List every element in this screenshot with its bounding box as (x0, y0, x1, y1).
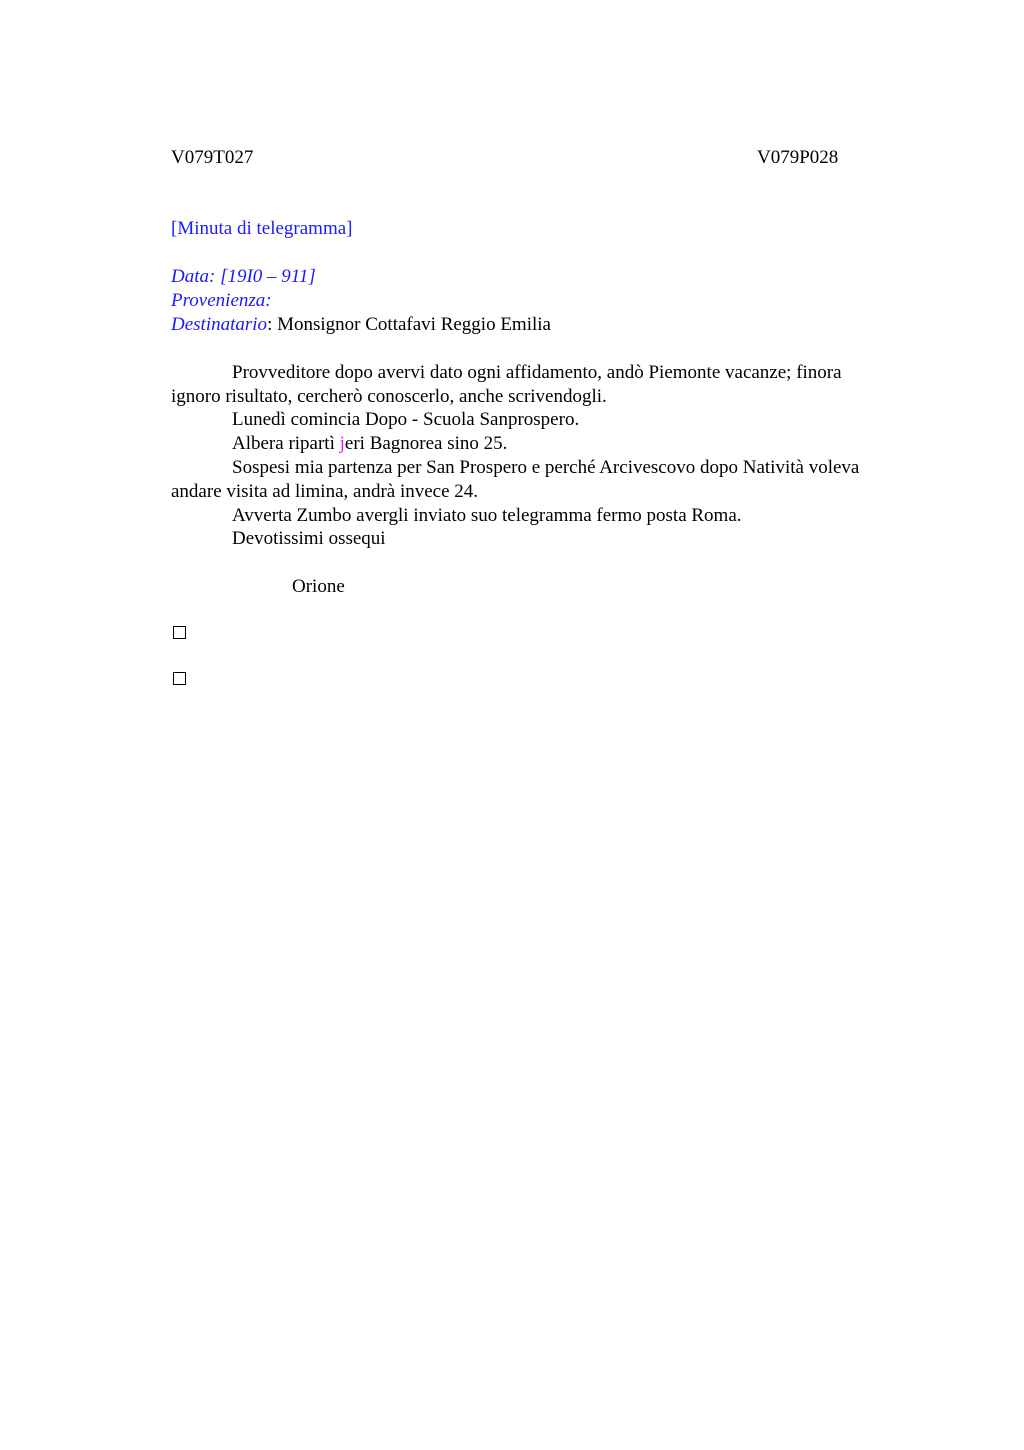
signature: Orione (292, 576, 345, 597)
recipient-line (171, 313, 551, 337)
paragraph-5: Avverta Zumbo avergli inviato suo telegramma fermo posta Roma. (232, 505, 742, 526)
paragraph-4-line-2: andare visita ad limina, andrà invece 24. (171, 481, 479, 502)
paragraph-1-line-1: Provveditore dopo avervi dato ogni affidamento, andò Piemonte vacanze; finora (232, 362, 842, 383)
paragraph-3 (232, 432, 507, 456)
paragraph-4-line-1: Sospesi mia partenza per San Prospero e perché Arcivescovo dopo Natività voleva (232, 457, 860, 478)
checkbox-1[interactable] (173, 626, 186, 639)
paragraph-1-line-2: ignoro risultato, cercherò conoscerlo, anche scrivendogli. (171, 386, 607, 407)
date-line (171, 265, 316, 289)
right-document-code: V079P028 (757, 147, 839, 168)
paragraph-2: Lunedì comincia Dopo - Scuola Sanprospero. (232, 409, 580, 430)
checkbox-2[interactable] (173, 672, 186, 685)
paragraph-3-end: eri Bagnorea sino 25. (344, 433, 508, 454)
recipient-separator: : (267, 314, 273, 335)
recipient-value: Monsignor Cottafavi Reggio Emilia (272, 314, 551, 335)
left-document-code: V079T027 (171, 147, 254, 168)
date-value: [19I0 – 911] (220, 266, 316, 287)
highlighted-letter: j (339, 433, 345, 454)
date-label: Data: (171, 266, 216, 287)
closing-salutation: Devotissimi ossequi (232, 528, 386, 549)
recipient-label: Destinatario (171, 314, 268, 335)
document-title: [Minuta di telegramma] (171, 218, 353, 239)
provenance-label: Provenienza: (171, 290, 272, 311)
paragraph-3-start: Albera ripartì (232, 433, 340, 454)
